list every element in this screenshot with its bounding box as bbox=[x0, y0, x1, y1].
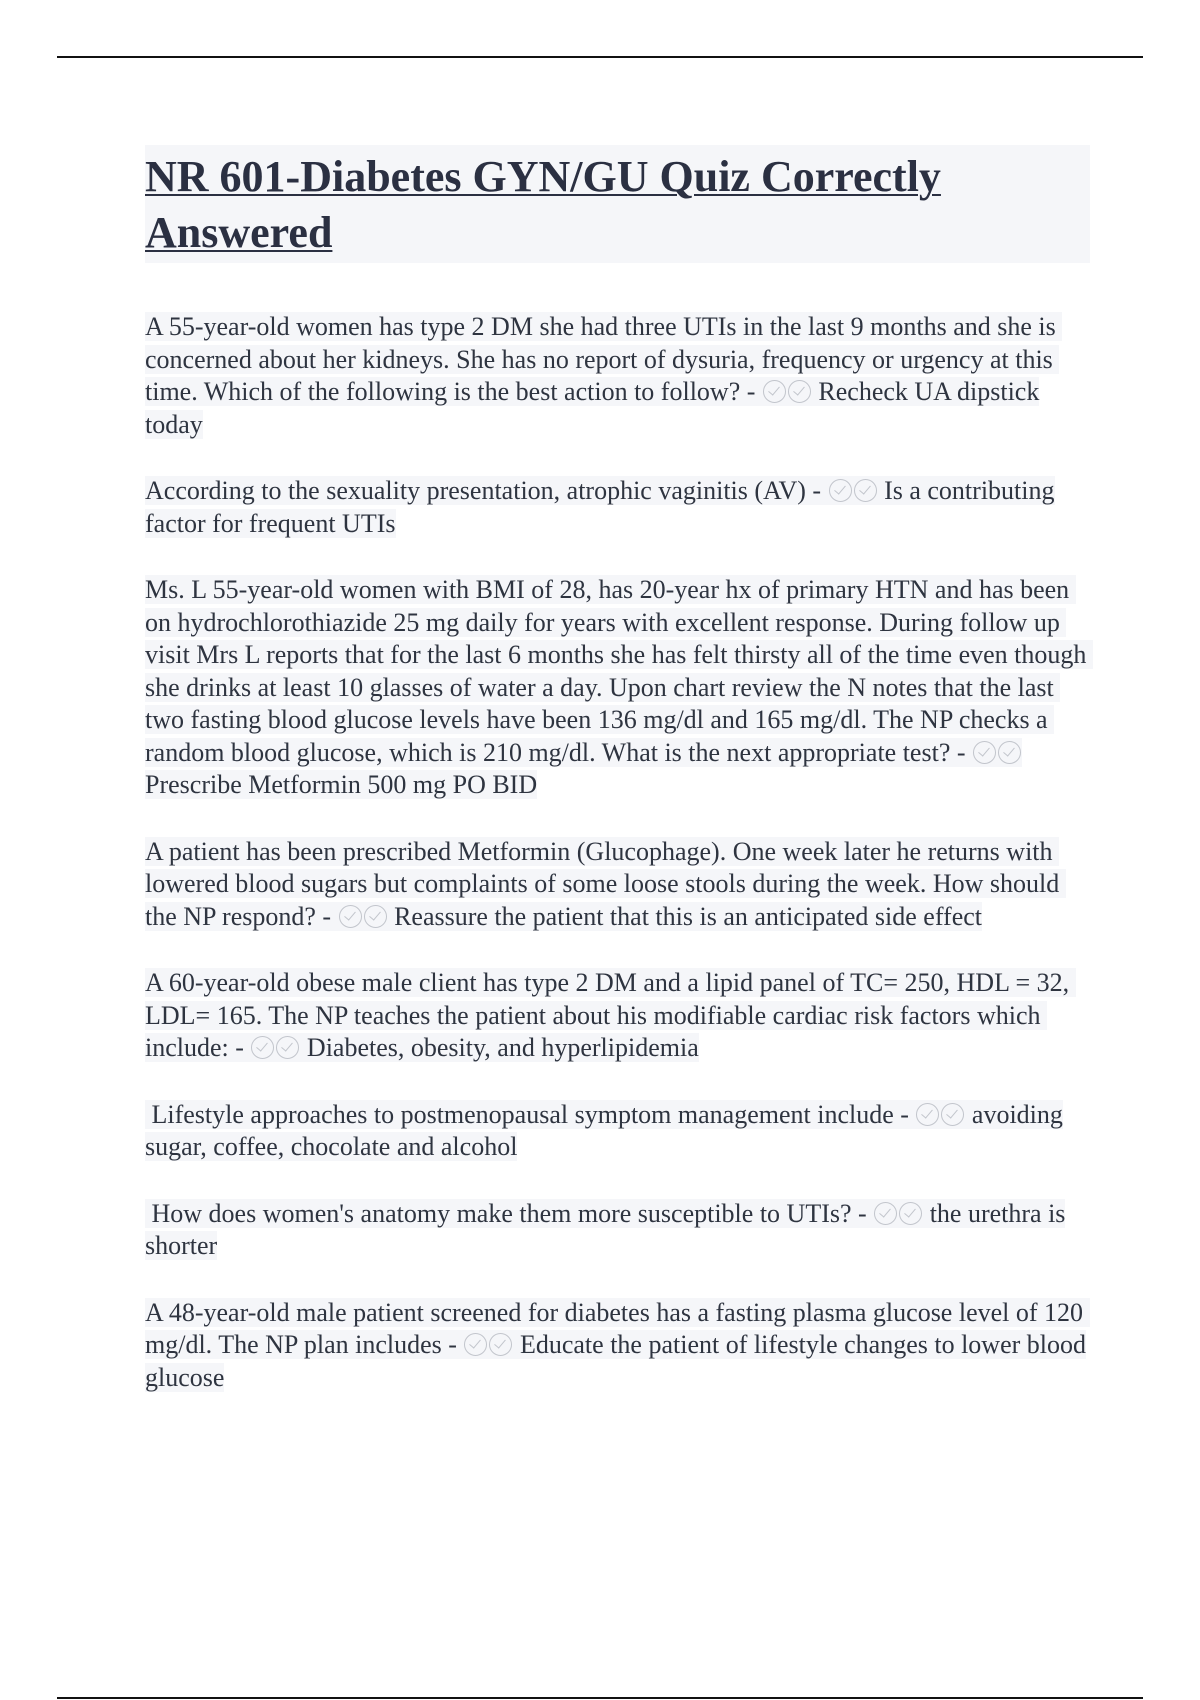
double-check-icon bbox=[972, 738, 1022, 767]
question-text: A 55-year-old women has type 2 DM she had three UTIs in the last 9 months and she is concerned about her kidneys. She has no report of dysuria, frequency or urgency at this time. Which of the following is the best action to follow? - bbox=[145, 312, 1063, 406]
double-check-icon bbox=[338, 902, 388, 931]
check-circle-icon bbox=[899, 1202, 922, 1225]
check-circle-icon bbox=[941, 1103, 964, 1126]
title-block bbox=[145, 145, 1090, 263]
check-circle-icon bbox=[763, 380, 786, 403]
qa-text bbox=[145, 1100, 1063, 1162]
qa-item bbox=[145, 967, 1090, 1065]
check-circle-icon bbox=[489, 1333, 512, 1356]
qa-item bbox=[145, 1099, 1090, 1164]
double-check-icon bbox=[828, 476, 878, 505]
question-text: According to the sexuality presentation, atrophic vaginitis (AV) - bbox=[145, 476, 822, 505]
answer-text: avoiding sugar, coffee, chocolate and alcohol bbox=[145, 1099, 1063, 1161]
qa-item bbox=[145, 1198, 1090, 1263]
qa-text bbox=[145, 312, 1062, 439]
qa-text bbox=[145, 575, 1093, 799]
question-text: A patient has been prescribed Metformin (Glucophage). One week later he returns with lowered blood sugars but complaints of some loose stools during the week. How should the NP respond? - bbox=[145, 836, 1066, 931]
check-circle-icon bbox=[364, 905, 387, 928]
check-circle-icon bbox=[874, 1202, 897, 1225]
check-circle-icon bbox=[916, 1103, 939, 1126]
qa-list bbox=[145, 311, 1093, 1394]
check-circle-icon bbox=[973, 741, 996, 764]
qa-item bbox=[145, 836, 1090, 934]
qa-text bbox=[145, 968, 1076, 1062]
check-circle-icon bbox=[829, 479, 852, 502]
qa-text bbox=[145, 1199, 1065, 1261]
question-text: Lifestyle approaches to postmenopausal symptom management include - bbox=[145, 1099, 909, 1129]
double-check-icon bbox=[250, 1033, 300, 1062]
answer-text: Prescribe Metformin 500 mg PO BID bbox=[145, 770, 538, 799]
header-rule bbox=[57, 56, 1143, 58]
answer-text: Reassure the patient that this is an anticipated side effect bbox=[394, 901, 982, 931]
check-circle-icon bbox=[251, 1036, 274, 1059]
answer-text: the urethra is shorter bbox=[145, 1198, 1066, 1260]
double-check-icon bbox=[915, 1100, 965, 1129]
double-check-icon bbox=[762, 377, 812, 406]
answer-text: Educate the patient of lifestyle changes to lower blood glucose bbox=[145, 1330, 1087, 1392]
qa-item bbox=[145, 574, 1093, 802]
check-circle-icon bbox=[339, 905, 362, 928]
qa-item bbox=[145, 475, 1090, 540]
question-text: How does women's anatomy make them more susceptible to UTIs? - bbox=[145, 1198, 867, 1228]
check-circle-icon bbox=[788, 380, 811, 403]
footer-rule bbox=[57, 1697, 1143, 1699]
qa-item bbox=[145, 1297, 1090, 1395]
answer-text: Recheck UA dipstick today bbox=[145, 377, 1040, 439]
document-body bbox=[145, 145, 1093, 1428]
qa-text bbox=[145, 1298, 1090, 1392]
question-text: Ms. L 55-year-old women with BMI of 28, has 20-year hx of primary HTN and has been on hydrochlorothiazide 25 mg daily for years with excellent response. During follow up visit Mrs L reports that for the last 6 months she has felt thirsty all of the time even though she drinks at least 10 glasses of water a day. Upon chart review the N notes that the last two fasting blood glucose levels have been 136 mg/dl and 165 mg/dl. The NP checks a random blood glucose, which is 210 mg/dl. What is the next appropriate test? - bbox=[145, 575, 1093, 767]
check-circle-icon bbox=[276, 1036, 299, 1059]
qa-item bbox=[145, 311, 1090, 441]
qa-text bbox=[145, 476, 1055, 538]
question-text: A 60-year-old obese male client has type 2 DM and a lipid panel of TC= 250, HDL = 32, LDL= 165. The NP teaches the patient about his modifiable cardiac risk factors which include: - bbox=[145, 968, 1076, 1062]
qa-text bbox=[145, 837, 1066, 931]
double-check-icon bbox=[873, 1199, 923, 1228]
double-check-icon bbox=[463, 1330, 513, 1359]
answer-text: Diabetes, obesity, and hyperlipidemia bbox=[306, 1033, 699, 1062]
question-text: A 48-year-old male patient screened for diabetes has a fasting plasma glucose level of 120 mg/dl. The NP plan includes - bbox=[145, 1297, 1090, 1359]
document-title: NR 601-Diabetes GYN/GU Quiz Correctly Answered bbox=[145, 152, 941, 257]
answer-text: Is a contributing factor for frequent UTIs bbox=[145, 476, 1055, 538]
check-circle-icon bbox=[854, 479, 877, 502]
check-circle-icon bbox=[998, 741, 1021, 764]
check-circle-icon bbox=[464, 1333, 487, 1356]
